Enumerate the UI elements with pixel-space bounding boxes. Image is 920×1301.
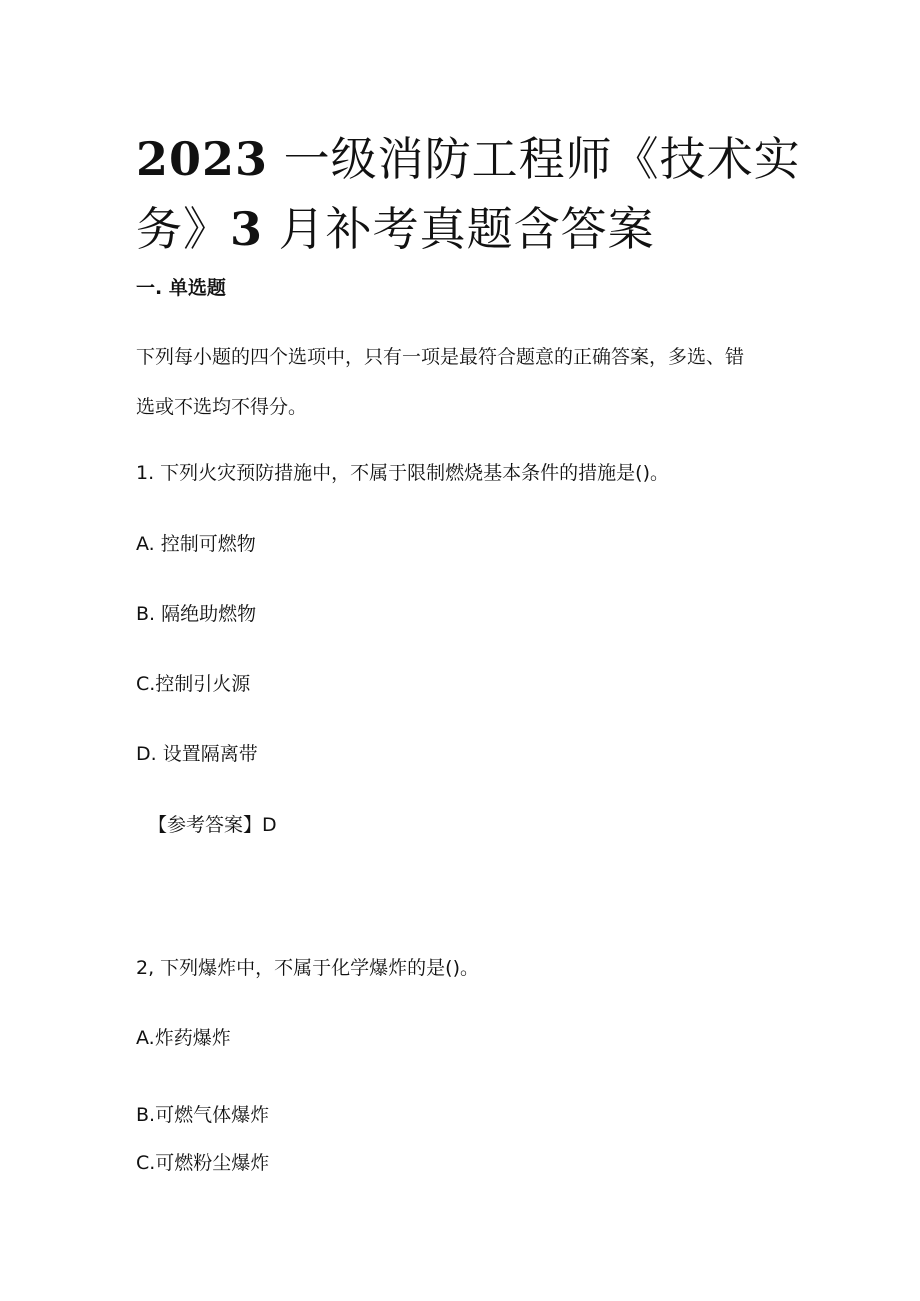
question-2-stem: 2, 下列爆炸中，不属于化学爆炸的是()。 <box>136 957 479 979</box>
document-title-line-1 <box>136 131 801 187</box>
instruction-line-2: 选或不选均不得分。 <box>136 396 308 418</box>
question-2-option-a: A.炸药爆炸 <box>136 1027 231 1049</box>
question-1-stem: 1. 下列火灾预防措施中，不属于限制燃烧基本条件的措施是()。 <box>136 462 669 484</box>
question-1-option-c: C.控制引火源 <box>136 673 251 695</box>
title-year: 2023 <box>136 132 269 186</box>
instruction-line-1: 下列每小题的四个选项中，只有一项是最符合题意的正确答案，多选、错 <box>136 346 745 368</box>
question-1-answer: 【参考答案】D <box>148 814 277 836</box>
question-1-option-b: B. 隔绝助燃物 <box>136 603 257 625</box>
title-month-number: 3 <box>230 202 264 256</box>
title-text-2-pre: 务》 <box>136 202 230 256</box>
question-1-option-d: D. 设置隔离带 <box>136 743 258 765</box>
question-2-option-b: B.可燃气体爆炸 <box>136 1104 270 1126</box>
question-1-option-a: A. 控制可燃物 <box>136 533 256 555</box>
section-heading: 一. 单选题 <box>136 277 226 299</box>
title-text-2-post: 月补考真题含答案 <box>263 202 655 256</box>
title-text-1: 一级消防工程师《技术实 <box>268 132 801 186</box>
question-2-option-c: C.可燃粉尘爆炸 <box>136 1152 270 1174</box>
document-title-line-2 <box>136 201 655 257</box>
